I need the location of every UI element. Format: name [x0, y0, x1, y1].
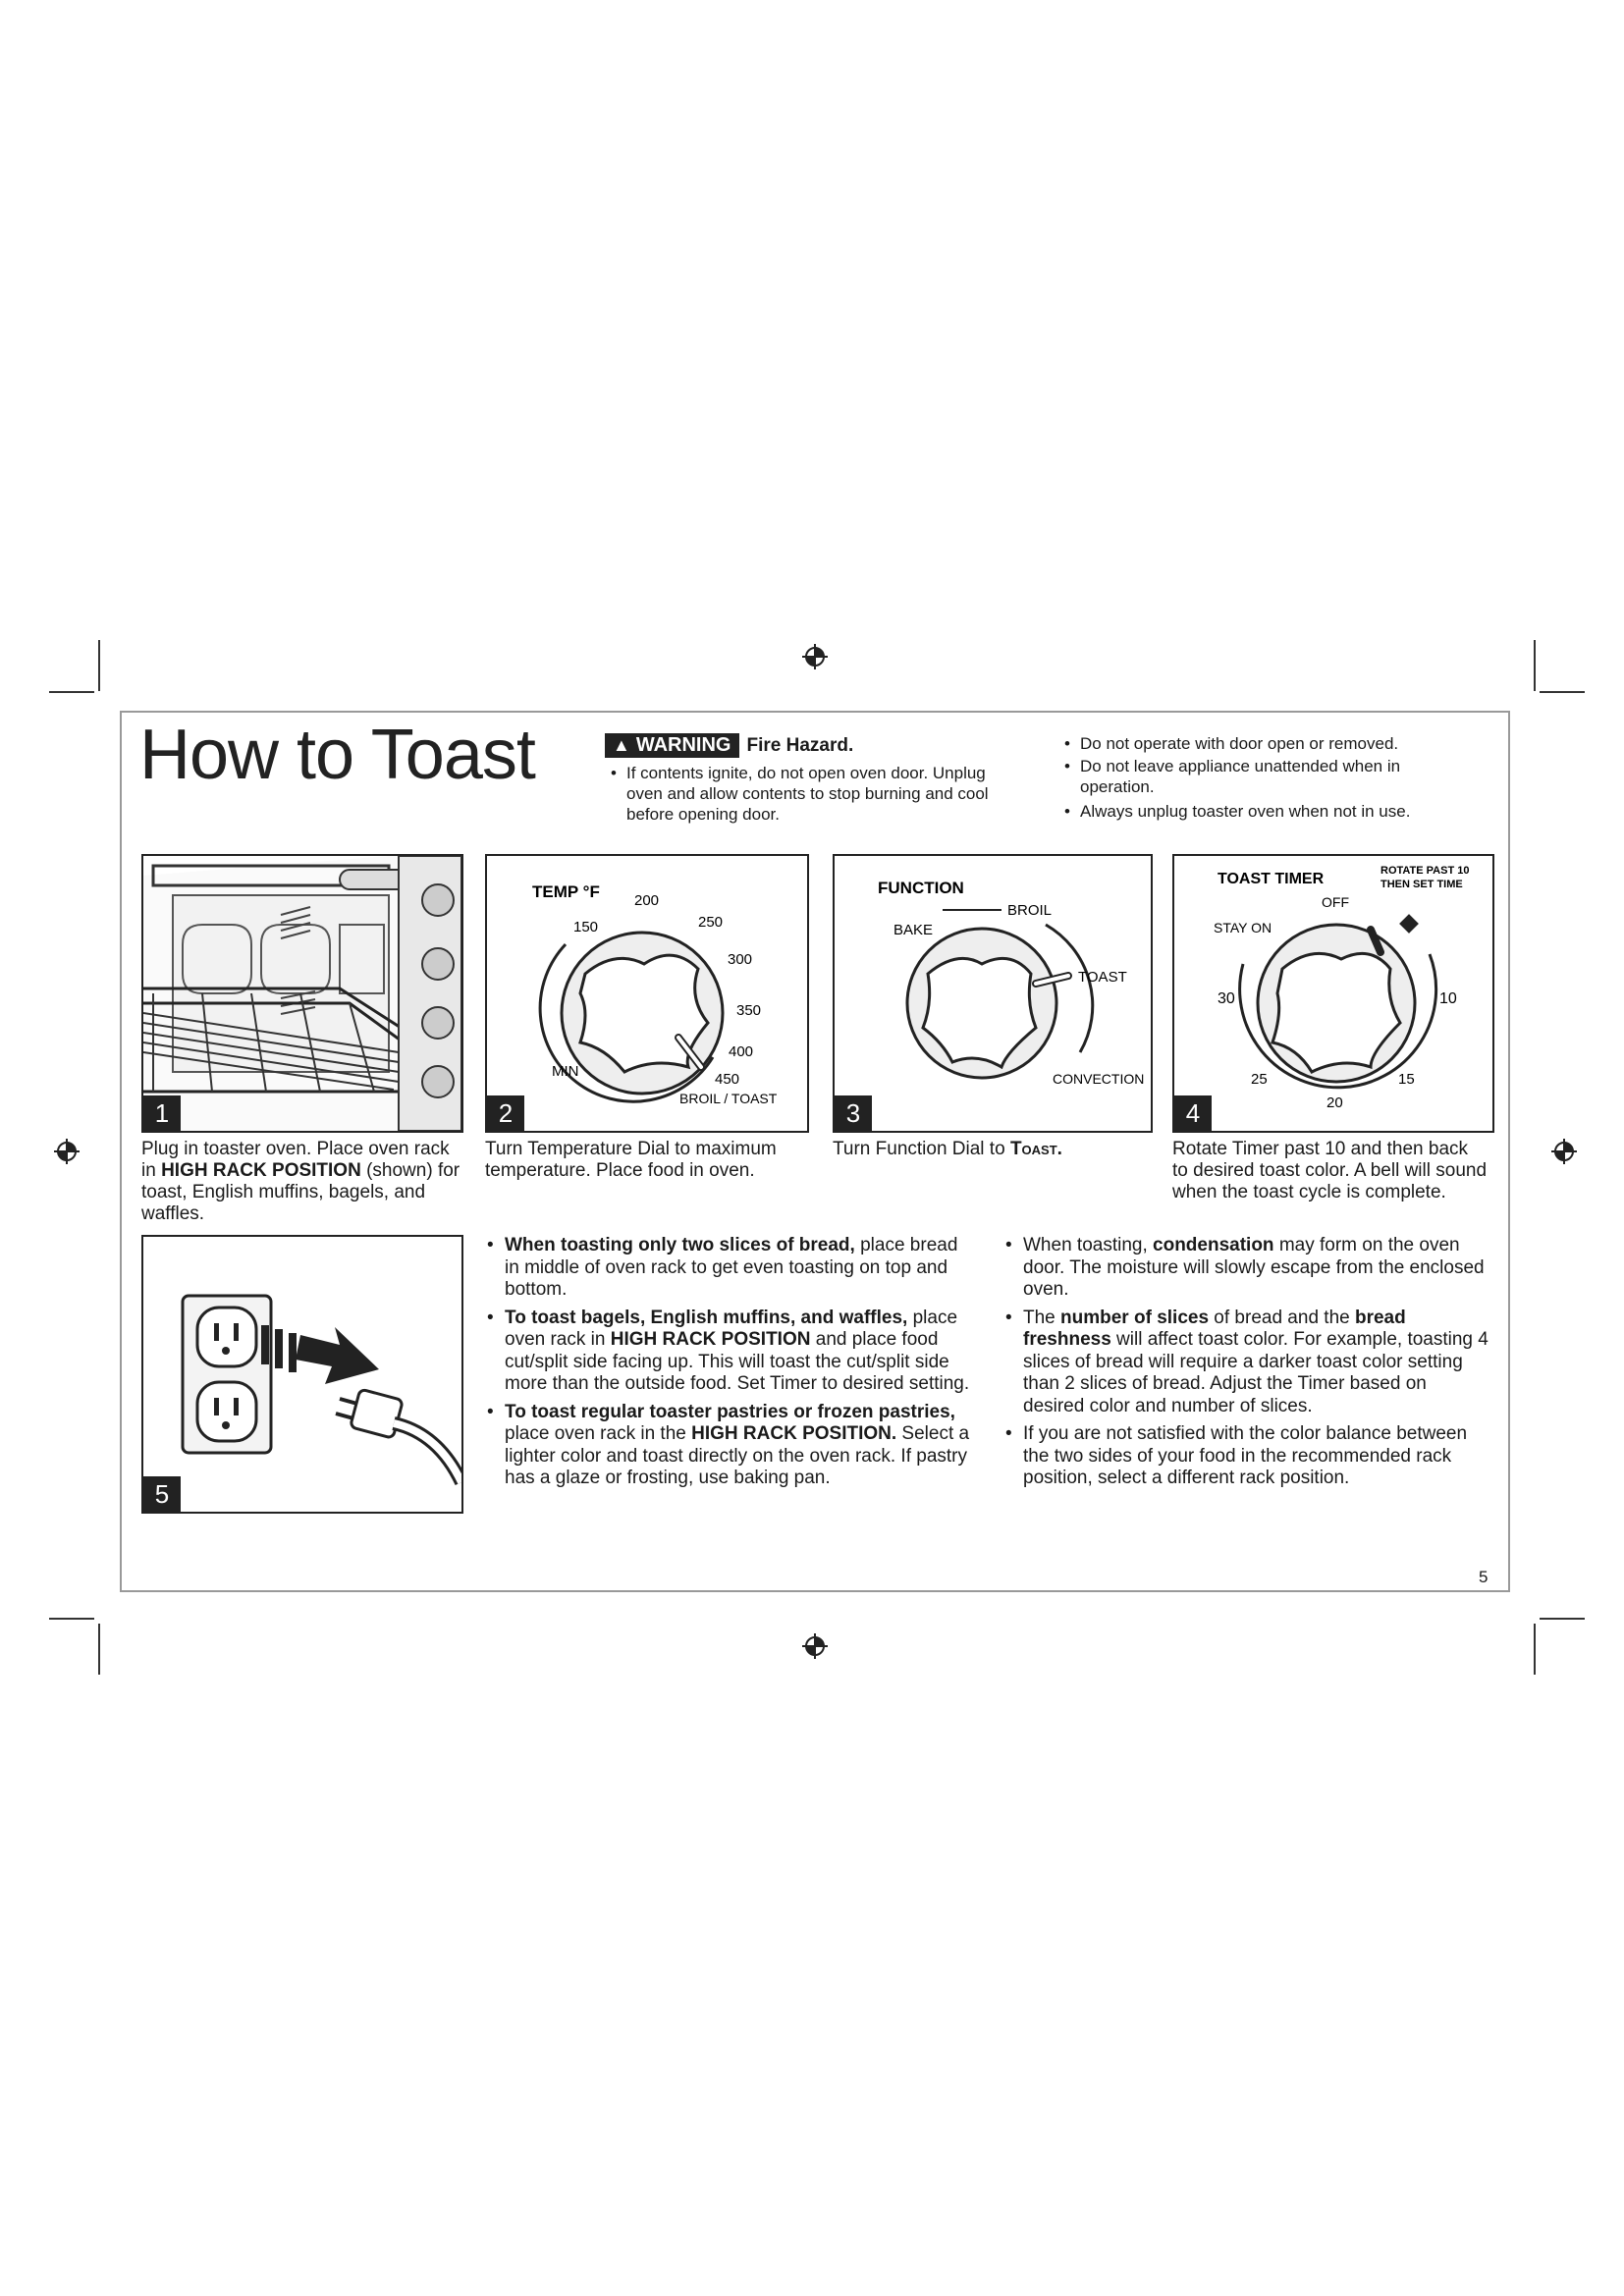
- warning-bullet: • Do not operate with door open or removed.: [1064, 734, 1399, 753]
- tip-strong: When toasting only two slices of bread,: [505, 1235, 855, 1255]
- dial-mark: STAY ON: [1214, 920, 1272, 935]
- function-dial-illustration: [835, 856, 1151, 1131]
- crop-mark: [98, 1624, 100, 1675]
- timer-dial-illustration: [1174, 856, 1492, 1131]
- tip-text: Select a lighter color and toast directly on the oven rack. If pastry has a glaze or frosting, use baking pan.: [505, 1423, 970, 1488]
- dial-mark: BAKE: [893, 922, 934, 938]
- tips-middle: [487, 1235, 974, 1496]
- warning-bullet: • Do not leave appliance unattended when in operation.: [1064, 757, 1401, 796]
- caption-text: Rotate Timer past 10 and then back to desired toast color. A bell will sound when the toast cycle is complete.: [1172, 1139, 1488, 1202]
- step-2-illustration: [485, 854, 809, 1133]
- step-5-illustration: [141, 1235, 463, 1514]
- caption-text: Plug in toaster oven. Place oven rack in: [141, 1139, 450, 1181]
- dial-mark: OFF: [1322, 894, 1349, 910]
- dial-mark: MIN: [552, 1063, 579, 1080]
- tip-strong: condensation: [1153, 1235, 1274, 1255]
- step-number: 1: [143, 1095, 181, 1131]
- warning-line: Do not operate with door open or removed.: [1080, 734, 1399, 753]
- dial-mark: 300: [728, 951, 753, 968]
- warning-line: before opening door.: [626, 805, 780, 824]
- step-4-caption: [1172, 1139, 1489, 1203]
- dial-mark: 400: [729, 1043, 754, 1060]
- warning-heading: [605, 733, 853, 758]
- temperature-dial-illustration: [487, 856, 807, 1131]
- dial-mark: BROIL / TOAST: [679, 1091, 778, 1106]
- tip-strong: To toast bagels, English muffins, and waffles,: [505, 1307, 908, 1328]
- caption-text: Turn Function Dial to: [833, 1139, 1010, 1159]
- dial-mark: 25: [1251, 1071, 1268, 1088]
- step-3-illustration: [833, 854, 1153, 1133]
- warning-bullet: • Always unplug toaster oven when not in use.: [1064, 802, 1411, 821]
- step-2-caption: [485, 1139, 799, 1182]
- tip-text: place bread in middle of oven rack to get even toasting on top and bottom.: [505, 1235, 958, 1300]
- dial-mark: 450: [715, 1071, 740, 1088]
- dial-mark: 200: [634, 892, 660, 909]
- dial-mark: TOAST: [1078, 969, 1127, 986]
- tip-strong: number of slices: [1060, 1307, 1210, 1328]
- dial-label: FUNCTION: [878, 879, 964, 897]
- registration-mark-icon: [1551, 1139, 1577, 1164]
- warning-bullet: • If contents ignite, do not open oven door. Unplug oven and allow contents to stop burning and cool before opening door.: [611, 764, 989, 824]
- registration-mark-icon: [802, 1633, 828, 1659]
- crop-mark: [1534, 640, 1536, 691]
- dial-label: TOAST TIMER: [1218, 871, 1325, 887]
- tip-text: When toasting,: [1023, 1235, 1154, 1255]
- crop-mark: [98, 640, 100, 691]
- registration-mark-icon: [802, 644, 828, 669]
- tip-strong: HIGH RACK POSITION.: [691, 1423, 897, 1444]
- registration-mark-icon: [54, 1139, 80, 1164]
- warning-badge: [605, 733, 739, 758]
- warning-badge-label: WARNING: [635, 734, 731, 756]
- page-number: 5: [1479, 1568, 1489, 1586]
- tip-text: may form on the oven door. The moisture will slowly escape from the enclosed oven.: [1023, 1235, 1485, 1300]
- oven-rack-illustration: [143, 856, 461, 1131]
- plug-outlet-illustration: [143, 1237, 461, 1512]
- step-number: 4: [1174, 1095, 1212, 1131]
- step-1-caption: [141, 1139, 465, 1225]
- dial-mark: BROIL: [1007, 902, 1053, 919]
- crop-mark: [49, 691, 94, 693]
- dial-mark: 15: [1398, 1071, 1415, 1088]
- dial-mark: 350: [736, 1002, 762, 1019]
- step-number: 5: [143, 1476, 181, 1512]
- dial-mark: 150: [573, 919, 599, 935]
- caption-strong: Toast.: [1009, 1139, 1062, 1159]
- warning-line: Do not leave appliance unattended when in: [1080, 757, 1401, 775]
- tip-item: • When toasting only two slices of bread, place bread in middle of oven rack to get even toasting on top and bottom.: [487, 1235, 958, 1300]
- crop-mark: [1540, 1618, 1585, 1620]
- page-title: How to Toast: [139, 716, 535, 794]
- tip-item: • If you are not satisfied with the color balance between the two sides of your food in the recommended rack position, select a different rack position.: [1005, 1423, 1468, 1488]
- dial-mark: 30: [1218, 990, 1235, 1007]
- tip-text: will affect toast color. For example, toasting 4 slices of bread will require a darker toast color setting than 2 slices of bread. Adjust the Timer based on desired color and number of slices.: [1023, 1329, 1489, 1416]
- crop-mark: [1534, 1624, 1536, 1675]
- step-1-illustration: [141, 854, 463, 1133]
- tip-text: The: [1023, 1307, 1061, 1328]
- crop-mark: [1540, 691, 1585, 693]
- tip-text: of bread and the: [1209, 1307, 1355, 1328]
- step-4-illustration: [1172, 854, 1494, 1133]
- fire-hazard-heading: Fire Hazard.: [746, 734, 854, 756]
- step-number: 3: [835, 1095, 872, 1131]
- tip-item: • To toast regular toaster pastries or frozen pastries, place oven rack in the HIGH RACK POSITION. Select a lighter color and toast directly on the oven rack. If pastry has a glaze or frosting, use baking pan.: [487, 1401, 970, 1488]
- step-number: 2: [487, 1095, 524, 1131]
- crop-mark: [49, 1618, 94, 1620]
- tip-item: • When toasting, condensation may form on the oven door. The moisture will slowly escape from the enclosed oven.: [1005, 1235, 1485, 1300]
- dial-mark: 250: [698, 914, 724, 931]
- tips-right: [1005, 1235, 1492, 1496]
- dial-mark: 10: [1439, 990, 1457, 1007]
- warning-triangle-icon: ▲: [613, 735, 630, 755]
- dial-note: ROTATE PAST 10: [1380, 865, 1470, 877]
- caption-text: Turn Temperature Dial to maximum temperature. Place food in oven.: [485, 1139, 777, 1181]
- tip-text: and place food cut/split side facing up. This will toast the cut/split side more than the outside food. Set Timer to desired setting.: [505, 1329, 970, 1394]
- tip-item: • The number of slices of bread and the bread freshness will affect toast color. For example, toasting 4 slices of bread will require a darker toast color setting than 2 slices of bread. Adjust the Timer based on desired color and number of slices.: [1005, 1307, 1489, 1416]
- warning-line: oven and allow contents to stop burning and cool: [626, 784, 989, 803]
- warning-line: If contents ignite, do not open oven door. Unplug: [626, 764, 986, 782]
- dial-note: THEN SET TIME: [1380, 879, 1463, 890]
- caption-strong: HIGH RACK POSITION: [161, 1160, 361, 1181]
- tip-strong: bread freshness: [1023, 1307, 1406, 1350]
- tip-text: place oven rack in the: [505, 1423, 692, 1444]
- tip-text: If you are not satisfied with the color balance between the two sides of your food in the recommended rack position, select a different rack position.: [1023, 1423, 1468, 1488]
- tip-item: • To toast bagels, English muffins, and waffles, place oven rack in HIGH RACK POSITION and place food cut/split side facing up. This will toast the cut/split side more than the outside food. Set Timer to desired setting.: [487, 1307, 970, 1394]
- tip-text: place oven rack in: [505, 1307, 958, 1350]
- warning-line: Always unplug toaster oven when not in use.: [1080, 802, 1411, 821]
- step-3-caption: [833, 1139, 1157, 1160]
- tip-strong: HIGH RACK POSITION: [610, 1329, 811, 1350]
- caption-text: (shown) for toast, English muffins, bagels, and waffles.: [141, 1160, 460, 1224]
- dial-mark: 20: [1326, 1095, 1343, 1111]
- tip-strong: To toast regular toaster pastries or frozen pastries,: [505, 1401, 955, 1422]
- warning-line: operation.: [1080, 777, 1155, 796]
- dial-label: TEMP °F: [532, 882, 600, 901]
- dial-mark: CONVECTION: [1053, 1071, 1145, 1087]
